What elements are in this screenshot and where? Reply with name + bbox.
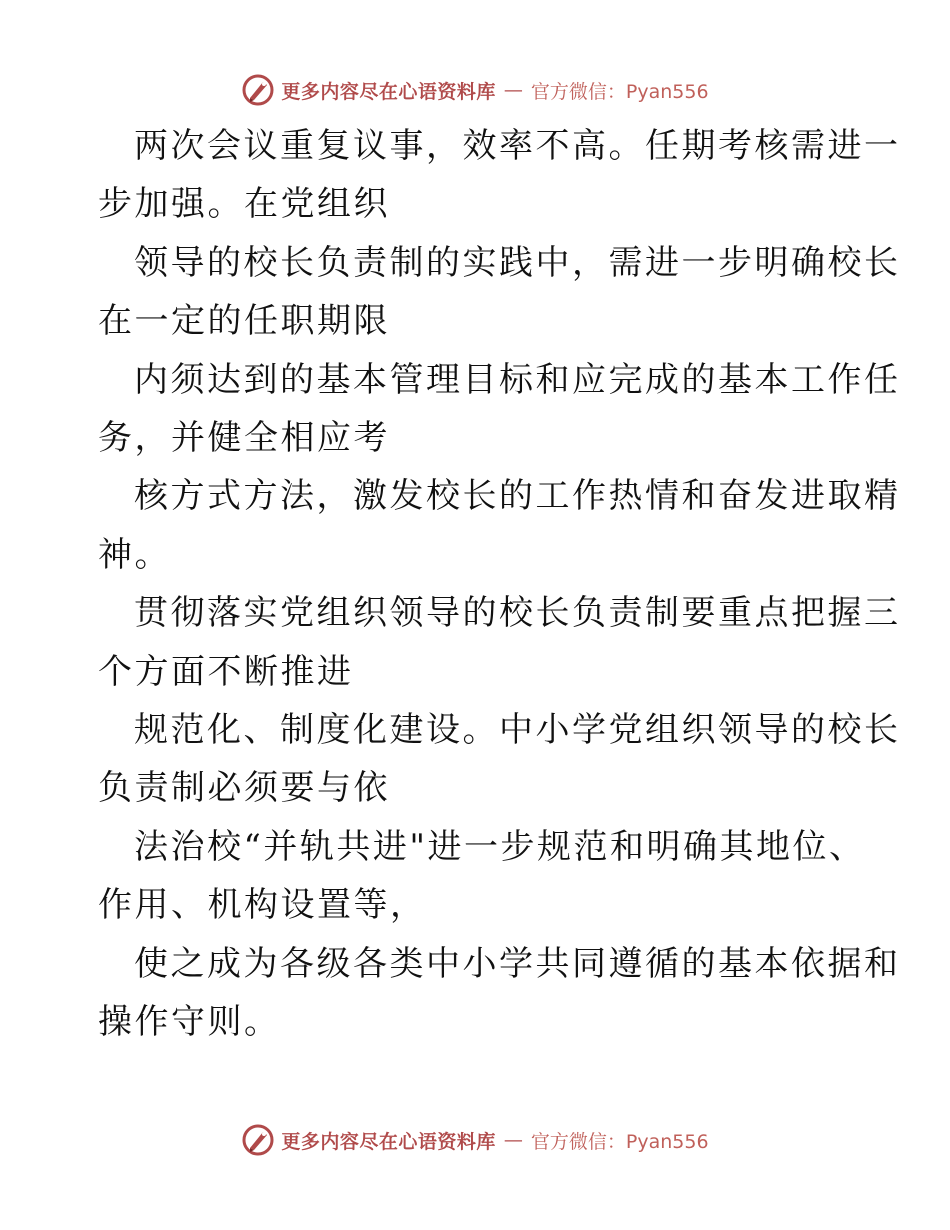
paragraph-line: 步加强。在党组织 bbox=[98, 184, 390, 225]
banner-wechat-text: 官方微信：Pyan556 bbox=[530, 80, 709, 103]
document-body bbox=[98, 117, 901, 1052]
paragraph-line: 内须达到的基本管理目标和应完成的基本工作任 bbox=[134, 359, 901, 400]
paragraph-3 bbox=[98, 351, 901, 468]
quill-logo-icon bbox=[241, 73, 275, 107]
paragraph-line: 贯彻落实党组织领导的校长负责制要重点把握三 bbox=[134, 593, 901, 634]
paragraph-line: 务，并健全相应考 bbox=[98, 418, 390, 459]
footer-banner bbox=[0, 1120, 950, 1160]
paragraph-line: 作用、机构设置等， bbox=[98, 885, 427, 926]
paragraph-8 bbox=[98, 935, 901, 1052]
paragraph-line: 规范化、制度化建设。中小学党组织领导的校长 bbox=[134, 710, 901, 751]
paragraph-line: 法治校“并轨共进"进一步规范和明确其地位、 bbox=[134, 826, 866, 867]
banner-brand-text: 更多内容尽在心语资料库 bbox=[281, 1130, 496, 1153]
paragraph-2 bbox=[98, 234, 901, 351]
paragraph-line: 在一定的任职期限 bbox=[98, 301, 390, 342]
paragraph-line: 领导的校长负责制的实践中，需进一步明确校长 bbox=[134, 242, 901, 283]
quill-logo-icon bbox=[241, 1123, 275, 1157]
paragraph-line: 负责制必须要与依 bbox=[98, 768, 390, 809]
banner-wechat-text: 官方微信：Pyan556 bbox=[530, 1130, 709, 1153]
paragraph-line: 核方式方法，激发校长的工作热情和奋发进取精 bbox=[134, 476, 901, 517]
paragraph-1 bbox=[98, 117, 901, 234]
paragraph-line: 两次会议重复议事，效率不高。任期考核需进一 bbox=[134, 126, 901, 166]
banner-brand-text: 更多内容尽在心语资料库 bbox=[281, 80, 496, 103]
paragraph-5 bbox=[98, 584, 901, 701]
paragraph-line: 操作守则。 bbox=[98, 1002, 281, 1043]
paragraph-line: 神。 bbox=[98, 534, 171, 575]
header-banner bbox=[0, 70, 950, 110]
paragraph-line: 个方面不断推进 bbox=[98, 651, 354, 692]
banner-separator: — bbox=[503, 79, 523, 101]
paragraph-line: 使之成为各级各类中小学共同遵循的基本依据和 bbox=[134, 943, 901, 984]
paragraph-7 bbox=[98, 818, 866, 935]
paragraph-4 bbox=[98, 467, 901, 584]
paragraph-6 bbox=[98, 701, 901, 818]
banner-separator: — bbox=[503, 1129, 523, 1151]
